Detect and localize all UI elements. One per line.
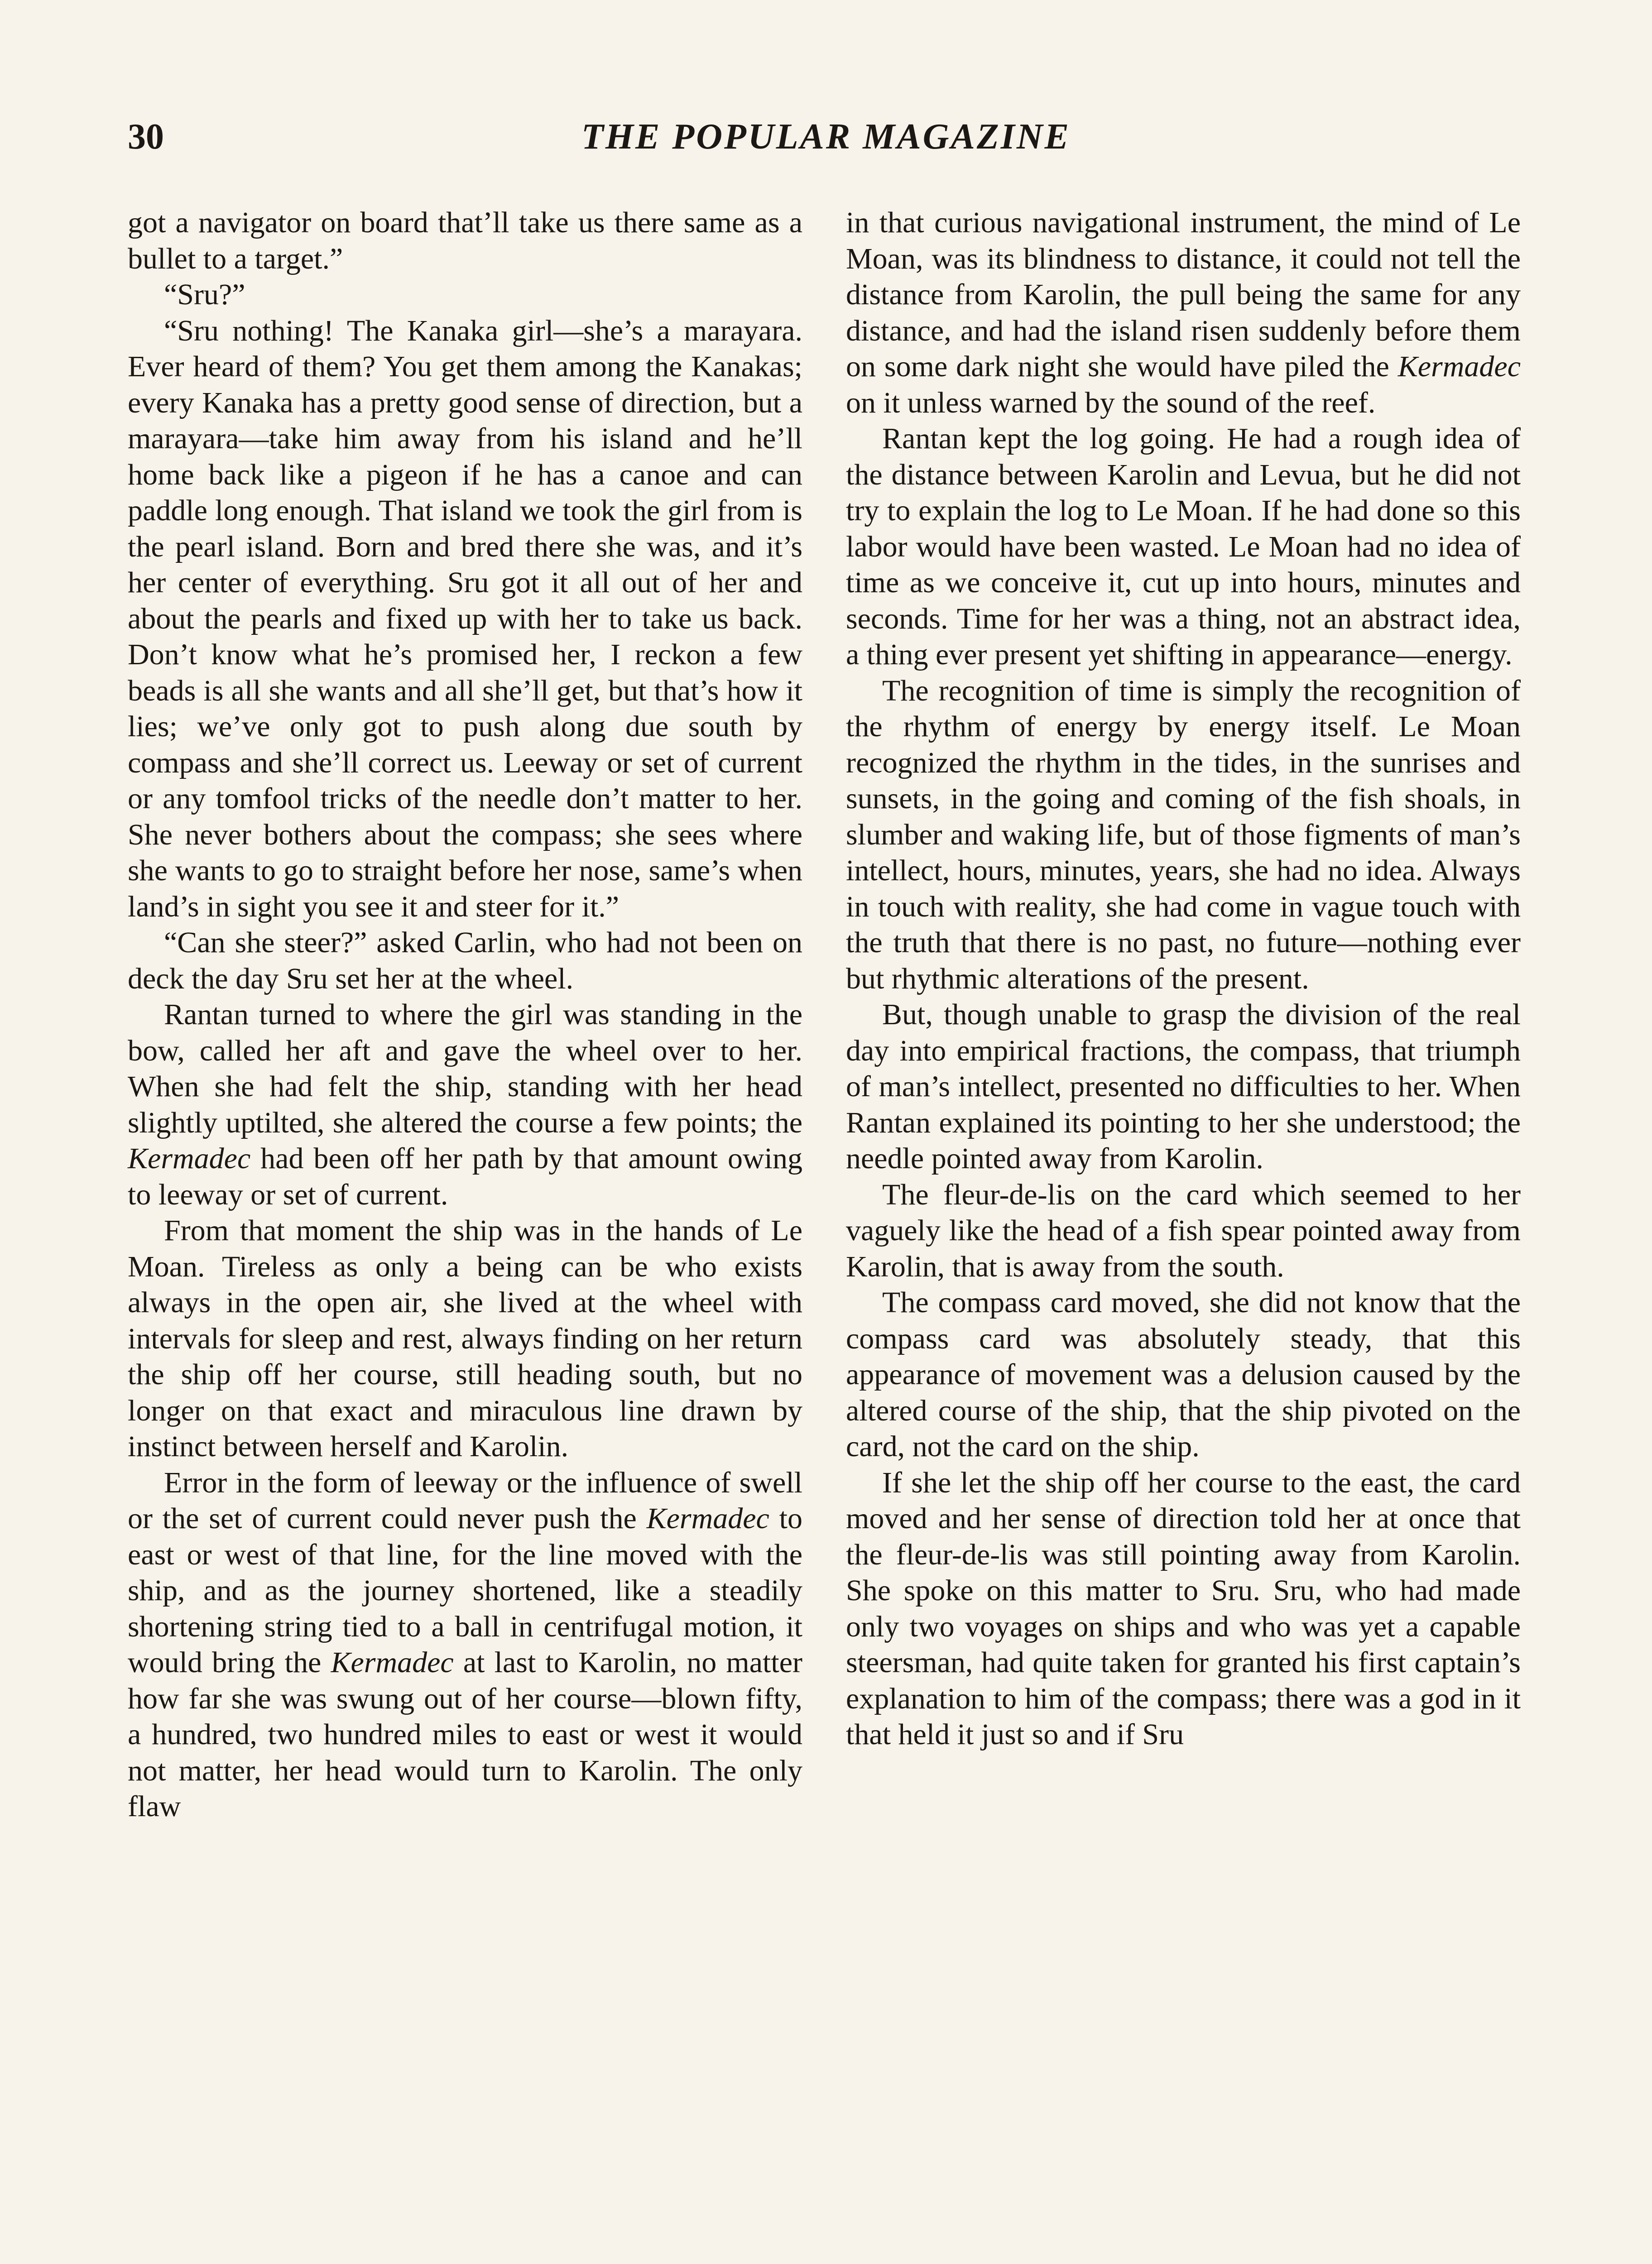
right-paragraph-5: The fleur-de-lis on the card which seemed to her vaguely like the head of a fish spear pointed away from Karolin, that is away from the south. [846, 1178, 1521, 1283]
left-paragraph-4: “Can she steer?” asked Carlin, who had not been on deck the day Sru set her at the wheel. [128, 926, 802, 995]
right-paragraph-6: The compass card moved, she did not know that the compass card was absolutely steady, that this appearance of movement was a delusion caused by the altered course of the ship, that the ship pivoted on the card, not the card on the ship. [846, 1286, 1521, 1463]
right-paragraph-2: Rantan kept the log going. He had a rough idea of the distance between Karolin and Levua, but he did not try to explain the log to Le Moan. If he had done so this labor would have been wasted. Le Moan had no idea of time as we conceive it, cut up into hours, minutes and seconds. Time for her was a thing, not an abstract idea, a thing ever present yet shifting in appearance—energy. [846, 422, 1521, 671]
right-paragraph-7: If she let the ship off her course to the east, the card moved and her sense of direction told her at once that the fleur-de-lis was still pointing away from Karolin. She spoke on this matter to Sru. Sru, who had made only two voyages on ships and who was yet a capable steersman, had quite taken for granted his first captain’s explanation to him of the compass; there was a god in it that held it just so and if Sru [846, 1466, 1521, 1751]
right-paragraph-1: in that curious navigational instrument, the mind of Le Moan, was its blindness to distance, it could not tell the distance from Karolin, the pull being the same for any distance, and had the island risen suddenly before them on some dark night she would have piled the Kermadec on it unless warned by the sound of the reef. [846, 206, 1521, 419]
right-column [846, 205, 1521, 1753]
running-title: THE POPULAR MAGAZINE [581, 117, 1071, 157]
right-paragraph-3: The recognition of time is simply the recognition of the rhythm of energy by energy itself. Le Moan recognized the rhythm in the tides, in the sunrises and sunsets, in the going and coming of the fish shoals, in slumber and waking life, but of those figments of man’s intellect, hours, minutes, years, she had no idea. Always in touch with reality, she had come in vague touch with the truth that there is no past, no future—nothing ever but rhythmic alterations of the present. [846, 674, 1521, 995]
ship-name: Kermadec [646, 1502, 769, 1535]
left-paragraph-5: Rantan turned to where the girl was standing in the bow, called her aft and gave the wheel over to her. When she had felt the ship, standing with her head slightly uptilted, she altered the course a few points; the Kermadec had been off her path by that amount owing to leeway or set of current. [128, 998, 802, 1211]
left-paragraph-2: “Sru?” [164, 278, 245, 311]
left-column [128, 205, 802, 1825]
ship-name: Kermadec [331, 1646, 454, 1679]
right-paragraph-4: But, though unable to grasp the division of the real day into empirical fractions, the compass, that triumph of man’s intellect, presented no difficulties to her. When Rantan explained its pointing to her she understood; the needle pointed away from Karolin. [846, 998, 1521, 1175]
left-paragraph-3: “Sru nothing! The Kanaka girl—she’s a marayara. Ever heard of them? You get them among the Kanakas; every Kanaka has a pretty good sense of direction, but a marayara—take him away from his island and he’ll home back like a pigeon if he has a canoe and can paddle long enough. That island we took the girl from is the pearl island. Born and bred there she was, and it’s her center of everything. Sru got it all out of her and about the pearls and fixed up with her to take us back. Don’t know what he’s promised her, I reckon a few beads is all she wants and all she’ll get, but that’s how it lies; we’ve only got to push along due south by compass and she’ll correct us. Leeway or set of current or any tomfool tricks of the needle don’t matter to her. She never bothers about the compass; she sees where she wants to go to straight before her nose, same’s when land’s in sight you see it and steer for it.” [128, 314, 802, 923]
ship-name: Kermadec [128, 1142, 251, 1175]
left-paragraph-1: got a navigator on board that’ll take us there same as a bullet to a target.” [128, 206, 802, 275]
left-paragraph-6: From that moment the ship was in the hands of Le Moan. Tireless as only a being can be who exists always in the open air, she lived at the wheel with intervals for sleep and rest, always finding on her return the ship off her course, still heading south, but no longer on that exact and miraculous line drawn by instinct between herself and Karolin. [128, 1214, 802, 1463]
page-number: 30 [128, 117, 164, 157]
ship-name: Kermadec [1397, 350, 1521, 383]
left-paragraph-7: Error in the form of leeway or the influence of swell or the set of current could never push the Kermadec to east or west of that line, for the line moved with the ship, and as the journey shortened, like a steadily shortening string tied to a ball in centrifugal motion, it would bring the Kermadec at last to Karolin, no matter how far she was swung out of her course—blown fifty, a hundred, two hundred miles to east or west it would not matter, her head would turn to Karolin. The only flaw [128, 1466, 802, 1823]
